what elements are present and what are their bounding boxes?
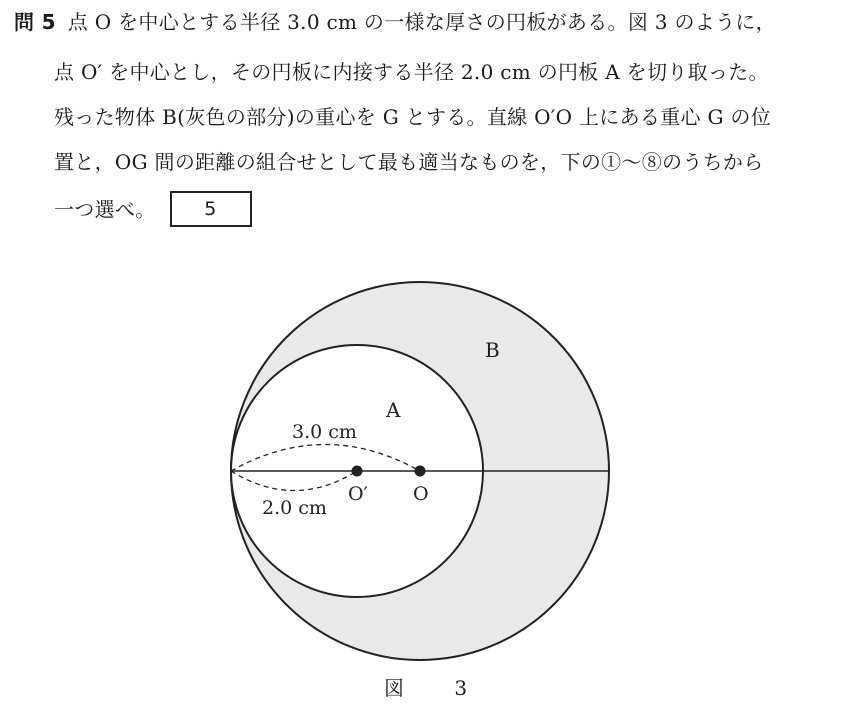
- question-number: 問 5: [14, 10, 56, 34]
- label-b: B: [485, 338, 500, 362]
- label-o: O: [413, 483, 429, 505]
- question-line-2: 点 O′ を中心とし，その円板に内接する半径 2.0 cm の円板 A を切り取った。: [54, 60, 769, 84]
- question-line-4: 置と，OG 間の距離の組合せとして最も適当なものを，下の①～⑧のうちから: [54, 150, 764, 174]
- label-a: A: [386, 398, 401, 422]
- figure-caption: 図 3: [384, 676, 490, 700]
- question-line-3: 残った物体 B(灰色の部分)の重心を G とする。直線 O′O 上にある重心 G の位: [54, 105, 771, 129]
- point-o-prime-dot: [352, 466, 363, 477]
- dimension-label-top: 3.0 cm: [292, 421, 357, 443]
- dimension-label-bottom: 2.0 cm: [262, 497, 327, 519]
- answer-box[interactable]: 5: [170, 191, 252, 227]
- label-o-prime: O′: [348, 483, 368, 505]
- point-o-dot: [415, 466, 426, 477]
- question-text-1: 点 O を中心とする半径 3.0 cm の一様な厚さの円板がある。図 3 のように，: [67, 10, 776, 34]
- question-text-5: 一つ選べ。: [54, 197, 156, 222]
